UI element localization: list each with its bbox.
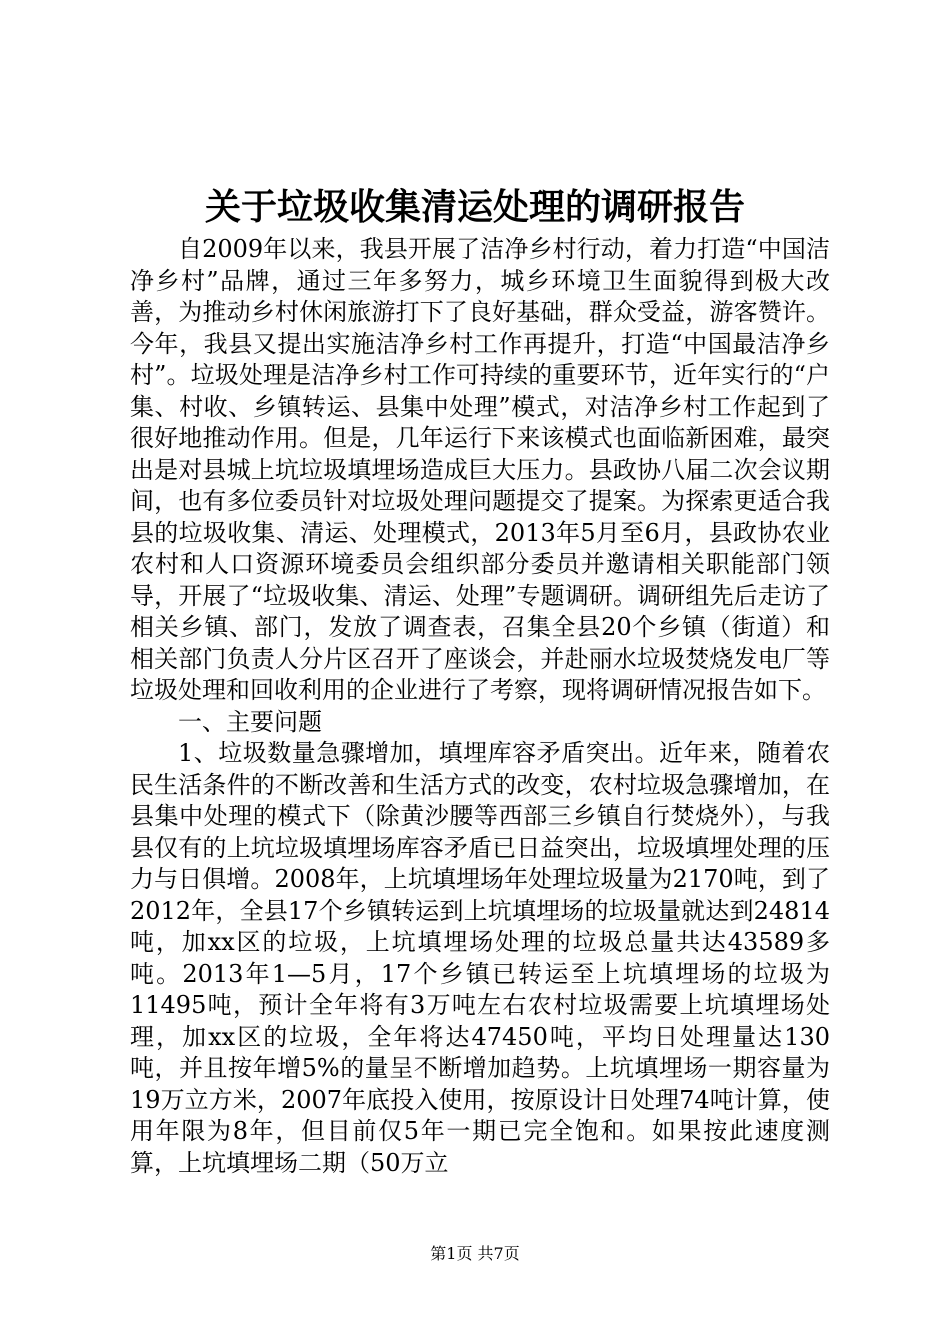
paragraph-intro: 自2009年以来，我县开展了洁净乡村行动，着力打造“中国洁净乡村”品牌，通过三年多努力，城乡环境卫生面貌得到极大改善，为推动乡村休闲旅游打下了良好基础，群众受益，游客赞许。今年，我县又提出实施洁净乡村工作再提升，打造“中国最洁净乡村”。垃圾处理是洁净乡村工作可持续的重要环节，近年实行的“户集、村收、乡镇转运、县集中处理”模式，对洁净乡村工作起到了很好地推动作用。但是，几年运行下来该模式也面临新困难，最突出是对县城上坑垃圾填埋场造成巨大压力。县政协八届二次会议期间，也有多位委员针对垃圾处理问题提交了提案。为探索更适合我县的垃圾收集、清运、处理模式，2013年5月至6月，县政协农业农村和人口资源环境委员会组织部分委员并邀请相关职能部门领导，开展了“垃圾收集、清运、处理”专题调研。调研组先后走访了相关乡镇、部门，发放了调查表，召集全县20个乡镇（街道）和相关部门负责人分片区召开了座谈会，并赴丽水垃圾焚烧发电厂等垃圾处理和回收利用的企业进行了考察，现将调研情况报告如下。 xyxy=(130,235,830,704)
document-title: 关于垃圾收集清运处理的调研报告 xyxy=(204,186,745,228)
paragraph-problem-1: 1、垃圾数量急骤增加，填埋库容矛盾突出。近年来，随着农民生活条件的不断改善和生活方式的改变，农村垃圾急骤增加，在县集中处理的模式下（除黄沙腰等西部三乡镇自行焚烧外），与我县仅有的上坑垃圾填埋场库容矛盾已日益突出，垃圾填埋处理的压力与日俱增。2008年，上坑填埋场年处理垃圾量为2170吨，到了2012年，全县17个乡镇转运到上坑填埋场的垃圾量就达到24814吨，加xx区的垃圾，上坑填埋场处理的垃圾总量共达43589多吨。2013年1—5月，17个乡镇已转运至上坑填埋场的垃圾为11495吨，预计全年将有3万吨左右农村垃圾需要上坑填埋场处理，加xx区的垃圾，全年将达47450吨，平均日处理量达130吨，并且按年增5%的量呈不断增加趋势。上坑填埋场一期容量为19万立方米，2007年底投入使用，按原设计日处理74吨计算，使用年限为8年，但目前仅5年一期已完全饱和。如果按此速度测算，上坑填埋场二期（50万立 xyxy=(130,739,830,1177)
section-heading-main-problems: 一、主要问题 xyxy=(178,707,322,736)
page-number-footer: 第1页 共7页 xyxy=(430,1244,520,1263)
document-body xyxy=(130,234,830,1179)
